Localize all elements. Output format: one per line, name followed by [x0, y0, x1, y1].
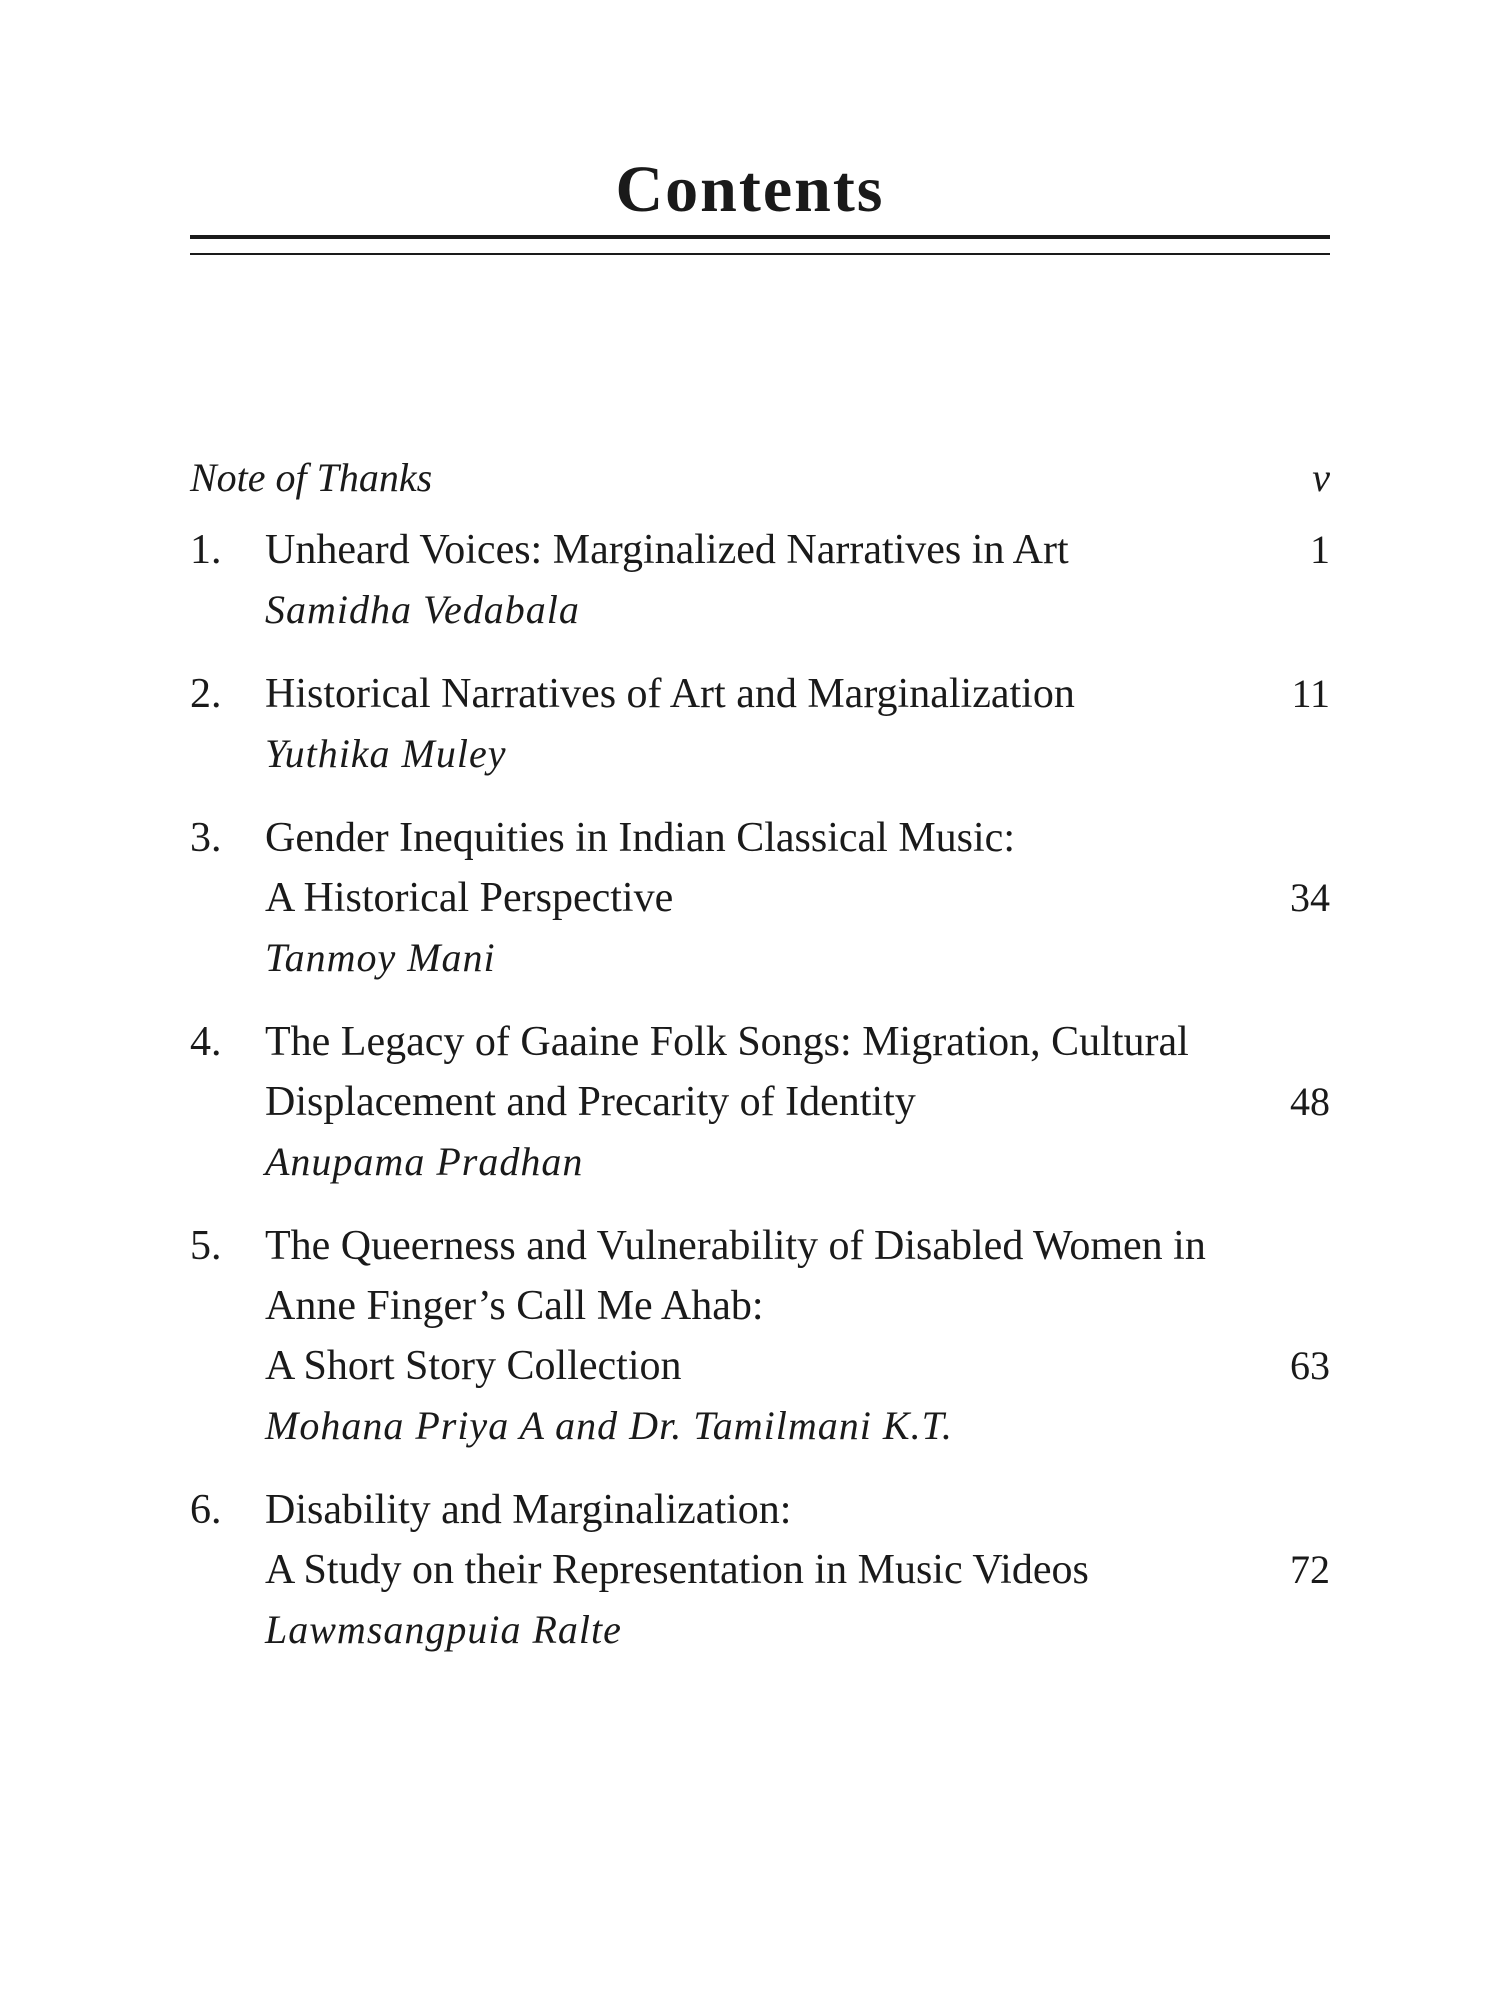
entry-number: 2. [190, 671, 222, 717]
entry-title-line: A Short Story Collection [265, 1343, 682, 1389]
entry-author: Tanmoy Mani [265, 935, 496, 980]
entry-page: 34 [1290, 875, 1330, 920]
toc-entry-6[interactable] [190, 1480, 1330, 1660]
entry-title-line: The Legacy of Gaaine Folk Songs: Migration, Cultural [265, 1019, 1189, 1065]
entry-page: 48 [1290, 1079, 1330, 1124]
entry-title-line: The Queerness and Vulnerability of Disabled Women in [265, 1223, 1206, 1269]
toc-entry-1[interactable] [190, 520, 1330, 640]
entry-title-line: Anne Finger’s Call Me Ahab: [265, 1283, 764, 1329]
table-of-contents [190, 450, 1330, 1684]
entry-number: 6. [190, 1487, 222, 1533]
entry-author: Mohana Priya A and Dr. Tamilmani K.T. [265, 1403, 953, 1448]
page-title: Contents [615, 153, 885, 226]
front-matter-label: Note of Thanks [190, 455, 433, 500]
entry-page: 11 [1291, 671, 1330, 716]
entry-author: Lawmsangpuia Ralte [265, 1607, 622, 1652]
entry-title-line: A Study on their Representation in Music Videos [265, 1547, 1089, 1593]
entry-author: Samidha Vedabala [265, 587, 580, 632]
entry-title-line: Displacement and Precarity of Identity [265, 1079, 916, 1125]
entry-title-line: A Historical Perspective [265, 875, 674, 921]
entry-title-line: Gender Inequities in Indian Classical Music: [265, 815, 1015, 861]
toc-entry-4[interactable] [190, 1012, 1330, 1192]
entry-number: 1. [190, 527, 222, 573]
entry-author: Yuthika Muley [265, 731, 507, 776]
entry-number: 5. [190, 1223, 222, 1269]
title-rule-top [190, 235, 1330, 239]
entry-title-line: Disability and Marginalization: [265, 1487, 792, 1533]
entry-page: 72 [1290, 1547, 1330, 1592]
entry-number: 4. [190, 1019, 222, 1065]
entry-page: 1 [1310, 527, 1330, 572]
front-matter-page: v [1312, 455, 1330, 500]
entry-number: 3. [190, 815, 222, 861]
entry-title: Historical Narratives of Art and Marginalization [265, 671, 1075, 717]
entry-author: Anupama Pradhan [265, 1139, 584, 1184]
toc-entry-2[interactable] [190, 664, 1330, 784]
toc-entry-3[interactable] [190, 808, 1330, 988]
toc-front-matter[interactable] [190, 450, 1330, 520]
entry-page: 63 [1290, 1343, 1330, 1388]
title-rule-bottom [190, 253, 1330, 255]
toc-entry-5[interactable] [190, 1216, 1330, 1456]
entry-title: Unheard Voices: Marginalized Narratives in Art [265, 527, 1069, 573]
